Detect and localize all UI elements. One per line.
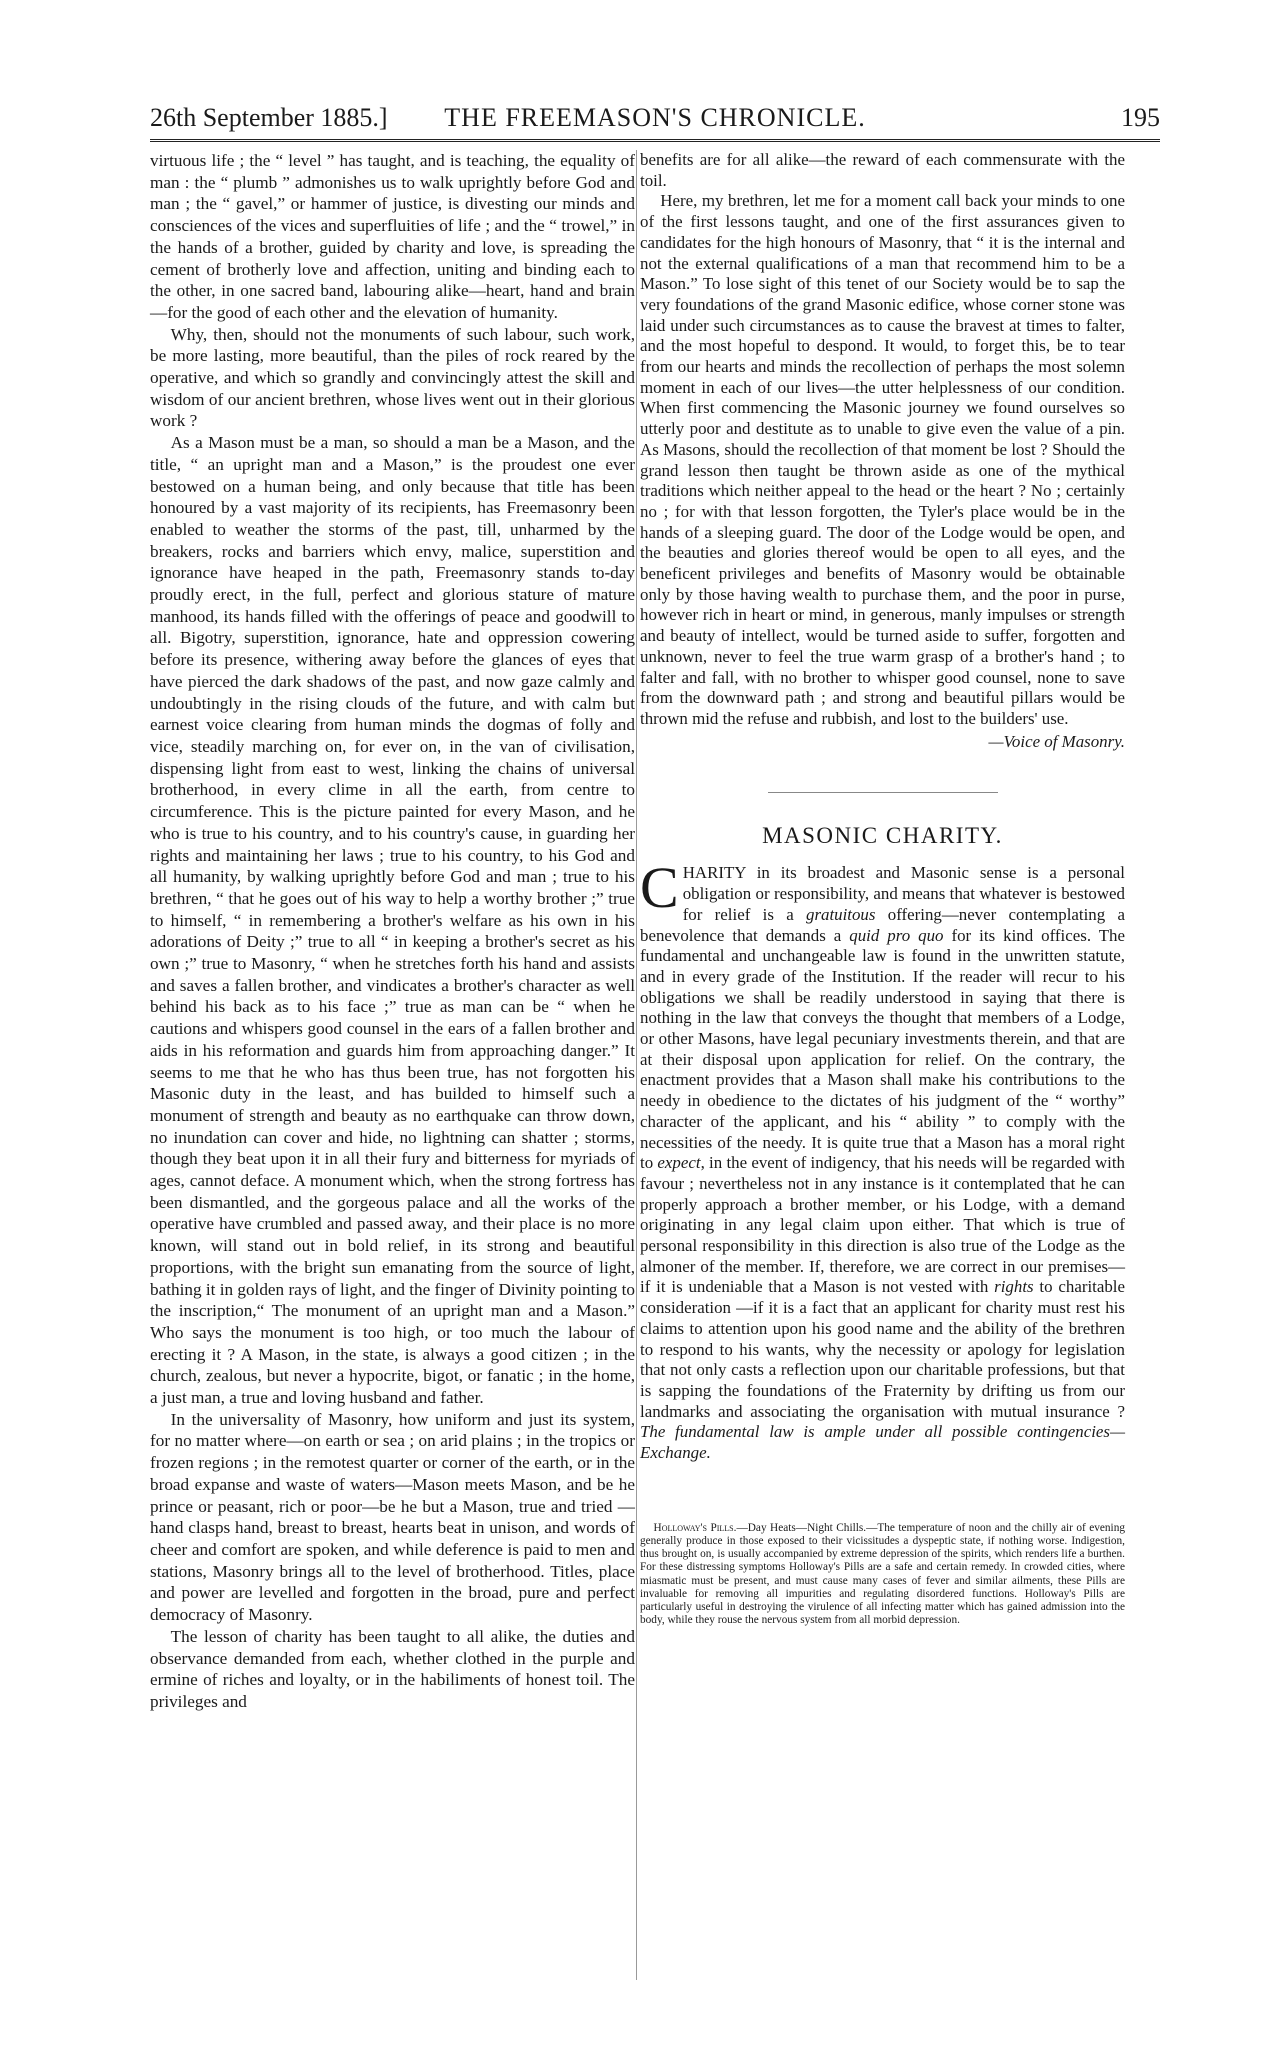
- paragraph: virtuous life ; the “ level ” has taught, and is teaching, the equality of man : the “ plumb ” admonishes us to walk uprightly before God and man ; the “ gavel,” or hammer of justice, is divesting our minds and consciences of the vices and superfluities of life ; and the “ trowel,” in the hands of a brother, guided by charity and love, is spreading the cement of brotherly love and affection, uniting and binding each to the other, in one sacred band, labouring alike—heart, hand and brain—for the good of each other and the elevation of humanity.: [150, 151, 635, 322]
- advertisement: [640, 1522, 1125, 1628]
- article-text: to charitable consideration —if it is a fact that an applicant for charity must rest his claims to attention upon his good name and the ability of the brethren to respond to his wants, why the necessity or apology for legislation that not only casts a reflection upon our charitable professions, but that is sapping the foundations of the Fraternity by drifting us from our landmarks and associating the organisation with mutual insurance ?: [640, 1277, 1125, 1421]
- article-emphasis: gratuitous: [806, 904, 876, 924]
- article-emphasis: expect: [657, 1153, 701, 1173]
- article-credit: —Voice of Masonry.: [988, 731, 1125, 751]
- paragraph: In the universality of Masonry, how uniform and just its system, for no matter where—on earth or sea ; on arid plains ; in the tropics or frozen regions ; in the remotest quarter or corner of the earth, or in the broad expanse and waste of waters—Mason meets Mason, and be he prince or peasant, rich or poor—be he but a Mason, true and tried —hand clasps hand, breast to breast, hearts beat in unison, and words of cheer and comfort are spoken, and while deference is paid to men and stations, Masonry brings all to the level of brotherhood. Titles, place and power are levelled and forgotten in the broad, pure and perfect democracy of Masonry.: [150, 1409, 635, 1625]
- page-number: 195: [1121, 103, 1160, 132]
- page-header: [150, 98, 1160, 138]
- advertisement-lead: Holloway's Pills.: [653, 1521, 737, 1534]
- article-text: , in the event of indigency, that his needs will be regarded with favour ; nevertheless not in any instance is it contemplated that he can properly approach a brother member, or his Lodge, with a demand originating in any legal claim upon either. That which is true of personal responsibility in this direction is also true of the Lodge as the almoner of the member. If, therefore, we are correct in our premises—if it is undeniable that a Mason is not vested with: [640, 1153, 1125, 1297]
- article-text: for its kind offices. The fundamental and unchangeable law is found in the unwritten statute, and in every grade of the Institution. If the reader will recur to his obligations we shall be readily understood in saying that there is nothing in the law that conveys the thought that members of a Lodge, or other Masons, have legal pecuniary investments therein, and that are at their disposal upon application for relief. On the contrary, the enactment provides that a Mason shall make his contributions to the needy in obedience to the dictates of his judgment of the “ worthy” character of the applicant, and his “ ability ” to comply with the necessities of the needy. It is quite true that a Mason has a moral right to: [640, 925, 1125, 1173]
- article-separator: [768, 792, 998, 793]
- paragraph: Why, then, should not the monuments of such labour, such work, be more lasting, more beautiful, than the piles of rock reared by the operative, and which so grandly and convincingly attest the skill and wisdom of our ancient brethren, whose lives went out in their glorious work ?: [150, 324, 635, 431]
- left-column: [150, 150, 635, 1713]
- header-rule: [150, 139, 1160, 142]
- drop-cap: C: [640, 855, 679, 921]
- article-emphasis: quid pro quo: [849, 925, 944, 945]
- paragraph: The lesson of charity has been taught to all alike, the duties and observance demanded from each, whether clothed in the purple and ermine of riches and loyalty, or in the habiliments of honest toil. The privileges and: [150, 1626, 635, 1711]
- advertisement-text: —Day Heats—Night Chills.—The temperature of noon and the chilly air of evening generally produce in those exposed to their vicissitudes a dyspeptic state, if nothing worse. Indigestion, thus brought on, is usually accompanied by extreme depression of the spirits, which renders life a burthen. For these distressing symptoms Holloway's Pills are a safe and certain remedy. In crowded cities, where miasmatic must be present, and must cause many cases of fever and similar ailments, these Pills are invaluable for removing all impurities and regulating disordered functions. Holloway's Pills are particularly useful in destroying the virulence of all infecting matter which has gained admission into the body, while they rouse the nervous system from all morbid depression.: [640, 1521, 1125, 1627]
- article-text: offering—never contemplating a benevolence that demands a: [640, 904, 1125, 945]
- article-emphasis: The fundamental law is ample under all possible contingencies—Exchange.: [640, 1422, 1125, 1463]
- paragraph: benefits are for all alike—the reward of each commensurate with the toil.: [640, 150, 1125, 190]
- article-emphasis: rights: [994, 1277, 1034, 1297]
- paragraph: Here, my brethren, let me for a moment call back your minds to one of the first lessons taught, and one of the first assurances given to candidates for the high honours of Masonry, that “ it is the internal and not the external qualifications of a man that recommend him to be a Mason.” To lose sight of this tenet of our Society would be to sap the very foundations of the grand Masonic edifice, whose corner stone was laid under such circumstances as to cause the bravest at times to falter, and the most hopeful to despond. It would, to forget this, be to tear from our hearts and minds the recollection of perhaps the most solemn moment in each of our lives—the utter helplessness of our condition. When first commencing the Masonic journey we found ourselves so utterly poor and destitute as to unable to give even the value of a pin. As Masons, should the recollection of that moment be lost ? Should the grand lesson then taught be thrown aside as one of the mythical traditions which neither appeal to the head or the heart ? No ; certainly no ; for with that lesson forgotten, the Tyler's place would be in the hands of a sleeping guard. The door of the Lodge would be open, and the beauties and glories thereof would be open to all eyes, and the beneficent privileges and benefits of Masonry would be obtainable only by those having wealth to purchase them, and the poor in purse, however rich in heart or mind, in generous, manly impulses or strength and beauty of intellect, would be turned aside to suffer, forgotten and unknown, never to feel the true warm grasp of a brother's hand ; to falter and fall, with no brother to whisper good counsel, none to save from the downward path ; and strong and beautiful pillars would be thrown mid the refuse and rubbish, and lost to the builders' use.: [640, 191, 1125, 728]
- right-column: [640, 150, 1125, 1627]
- article-text: HARITY in its broadest and Masonic sense is a personal obligation or responsibility, and means that whatever is bestowed for relief is a: [682, 863, 1125, 924]
- issue-date: 26th September 1885.]: [150, 103, 388, 132]
- column-divider: [636, 150, 637, 1980]
- publication-title: THE FREEMASON'S CHRONICLE.: [444, 103, 866, 132]
- paragraph: As a Mason must be a man, so should a man be a Mason, and the title, “ an upright man and a Mason,” is the proudest one ever bestowed on a human being, and only because that title has been honoured by a vast majority of its recipients, has Freemasonry been enabled to weather the storms of the past, till, unharmed by the breakers, rocks and barriers which envy, malice, superstition and ignorance have heaped in the path, Freemasonry stands to-day proudly erect, in the full, perfect and glorious stature of mature manhood, its hands filled with the offerings of peace and goodwill to all. Bigotry, superstition, ignorance, hate and oppression cowering before its presence, withering away before the glances of eyes that have pierced the dark shadows of the past, and now gaze calmly and undoubtingly in the rising clouds of the future, and with calm but earnest voice clearing from human minds the dogmas of folly and vice, steadily marching on, for ever on, in the van of civilisation, dispensing light from east to west, linking the chains of universal brotherhood, in every clime in all the earth, from centre to circumference. This is the picture painted for every Mason, and he who is true to his country, and to his country's cause, in guarding her rights and maintaining her laws ; true to his country, to his God and all humanity, by walking uprightly before God and man ; true to his brethren, “ that he goes out of his way to help a worthy brother ;” true to himself, “ in remembering a brother's welfare as his own in his adorations of Deity ;” true to all “ in keeping a brother's secret as his own ;” true to Masonry, “ when he stretches forth his hand and assists and saves a fallen brother, and vindicates a brother's character as well behind his back as to his face ;” true as man can be “ when he cautions and whispers good counsel in the ears of a fallen brother and aids in his reformation and guards him from approaching danger.” It seems to me that he who has thus been true, has not forgotten his Masonic duty in the least, and has builded to himself such a monument of strength and beauty as no earthquake can throw down, no inundation can cover and hide, no lightning can shatter ; storms, though they beat upon it in all their fury and bitterness for myriads of ages, cannot deface. A monument which, when the strong fortress has been dismantled, and the gorgeous palace and all the works of the operative have crumbled and passed away, and their place is no more known, will stand out in bold relief, in its strong and beautiful proportions, with the bright sun emanating from the source of light, bathing it in golden rays of light, and the finger of Divinity pointing to the inscription,“ The monument of an upright man and a Mason.” Who says the monument is too high, or too much the labour of erecting it ? A Mason, in the state, is always a good citizen ; in the church, zealous, but never a hypocrite, bigot, or fanatic ; in the home, a just man, a true and loving husband and father.: [150, 433, 636, 1408]
- article-title: MASONIC CHARITY.: [762, 823, 1003, 849]
- article-body: [640, 855, 1125, 1463]
